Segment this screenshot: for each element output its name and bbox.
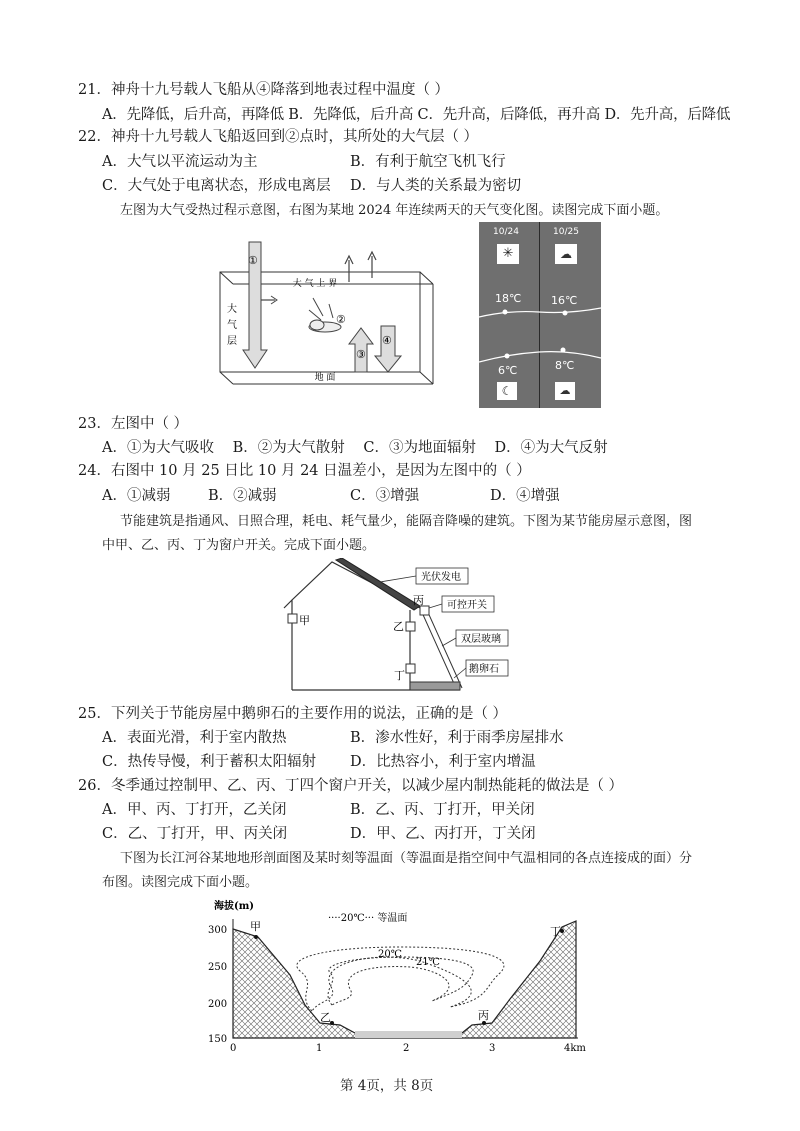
marker-4: ④	[382, 334, 392, 347]
intro-3-line2: 布图。读图完成下面小题。	[102, 875, 259, 890]
label-solar: 光伏发电	[421, 572, 461, 583]
intro-2-line1: 节能建筑是指通风、日照合理，耗电、耗气量少，能隔音降噪的建筑。下图为某节能房屋示意图，图	[120, 514, 693, 529]
day2-date: 10/25	[553, 227, 579, 237]
point-ding: 丁	[550, 925, 561, 938]
q21-stem: 21．神舟十九号载人飞船从④降落到地表过程中温度（ ）	[78, 82, 450, 98]
label-yi: 乙	[393, 620, 404, 633]
q24-option-d: D．④增强	[490, 488, 560, 504]
q25-option-c: C．热传导慢，利于蓄积太阳辐射	[102, 754, 317, 770]
q25-option-d: D．比热容小，利于室内增温	[350, 754, 536, 770]
intro-2-line2: 中甲、乙、丙、丁为窗户开关。完成下面小题。	[102, 538, 376, 553]
q22-option-c: C．大气处于电离状态，形成电离层	[102, 178, 331, 194]
x-tick-1: 1	[316, 1043, 323, 1054]
q25-stem: 25．下列关于节能房屋中鹅卵石的主要作用的说法，正确的是（ ）	[78, 706, 508, 722]
q22-stem: 22．神舟十九号载人飞船返回到②点时，其所处的大气层（ ）	[78, 129, 479, 145]
energy-saving-house-diagram	[280, 558, 510, 698]
iso-label-21: 21℃	[416, 957, 440, 968]
marker-1: ①	[248, 254, 258, 267]
temperature-curves	[479, 222, 601, 408]
day1-low: 6℃	[498, 364, 518, 377]
point-bing: 丙	[478, 1009, 489, 1022]
side-label-3: 层	[227, 336, 237, 347]
label-pebble: 鹅卵石	[469, 664, 499, 675]
point-yi: 乙	[320, 1011, 331, 1024]
legend-isotherm: ····20℃··· 等温面	[328, 913, 408, 924]
day1-date: 10/24	[493, 227, 519, 237]
y-axis-label: 海拔(m)	[214, 901, 255, 912]
label-glass: 双层玻璃	[461, 634, 501, 645]
day2-high: 16℃	[551, 294, 578, 307]
label-ding: 丁	[394, 669, 405, 682]
pebble-layer-icon	[410, 682, 460, 690]
q24-option-c: C．③增强	[350, 488, 420, 504]
window-ding-icon	[406, 664, 415, 673]
q26-stem: 26．冬季通过控制甲、乙、丙、丁四个窗户开关，以减少屋内制热能耗的做法是（ ）	[78, 778, 624, 794]
q21-options: A．先降低，后升高，再降低 B．先降低，后升高 C．先升高，后降低，再升高 D．先升高，后降低	[102, 107, 731, 123]
window-yi-icon	[406, 622, 415, 631]
moon-icon: ☾	[497, 382, 517, 400]
intro-3-line1: 下图为长江河谷某地地形剖面图及某时刻等温面（等温面是指空间中气温相同的各点连接成的面）分	[120, 851, 693, 866]
q22-option-d: D．与人类的关系最为密切	[350, 178, 522, 194]
point-jia: 甲	[250, 920, 261, 933]
q26-option-a: A．甲、丙、丁打开，乙关闭	[102, 802, 287, 818]
ground-label: 地 面	[314, 373, 336, 383]
marker-2: ②	[336, 313, 346, 326]
window-bing-icon	[420, 606, 429, 615]
iso-label-20: 20℃	[378, 949, 402, 960]
label-bing: 丙	[413, 594, 424, 607]
page-footer: 第 4页，共 8页	[340, 1078, 434, 1094]
q22-option-b: B．有利于航空飞机飞行	[350, 154, 506, 170]
y-tick-300: 300	[208, 925, 228, 936]
q26-option-b: B．乙、丙、丁打开，甲关闭	[350, 802, 535, 818]
q26-option-c: C．乙、丁打开，甲、丙关闭	[102, 826, 288, 842]
label-jia: 甲	[299, 614, 310, 627]
intro-1: 左图为大气受热过程示意图，右图为某地 2024 年连续两天的天气变化图。读图完成下面小题。	[120, 203, 669, 218]
q25-option-b: B．渗水性好，利于雨季房屋排水	[350, 730, 564, 746]
day2-low: 8℃	[555, 359, 575, 372]
valley-profile-diagram	[200, 895, 600, 1060]
q25-option-a: A．表面光滑，利于室内散热	[102, 730, 287, 746]
cloudy-night-icon: ☁	[555, 382, 575, 400]
y-tick-250: 250	[208, 962, 228, 973]
solar-panel-icon	[336, 558, 420, 610]
atmosphere-heating-diagram	[205, 232, 445, 402]
y-tick-150: 150	[208, 1034, 228, 1045]
side-label-1: 大	[227, 304, 237, 315]
x-tick-3: 3	[489, 1043, 496, 1054]
q23-options: A．①为大气吸收 B．②为大气散射 C．③为地面辐射 D．④为大气反射	[102, 440, 608, 456]
x-tick-4km: 4km	[564, 1043, 586, 1054]
y-tick-200: 200	[208, 999, 228, 1010]
q24-option-a: A．①减弱	[102, 488, 171, 504]
day1-high: 18℃	[495, 292, 522, 305]
q22-option-a: A．大气以平流运动为主	[102, 154, 258, 170]
upper-boundary-label: 大 气 上 界	[292, 279, 338, 289]
partly-cloudy-icon: ☁	[555, 244, 577, 264]
q23-stem: 23．左图中（ ）	[78, 416, 189, 432]
side-label-2: 气	[227, 320, 237, 331]
q24-option-b: B．②减弱	[208, 488, 277, 504]
sun-icon: ✳	[497, 244, 519, 264]
x-tick-0: 0	[230, 1043, 237, 1054]
window-jia-icon	[288, 614, 297, 623]
marker-3: ③	[356, 348, 366, 361]
x-tick-2: 2	[403, 1043, 410, 1054]
q26-option-d: D．甲、乙、丙打开，丁关闭	[350, 826, 536, 842]
weather-panel	[479, 222, 601, 408]
label-switch: 可控开关	[447, 600, 487, 611]
q24-stem: 24．右图中 10 月 25 日比 10 月 24 日温差小，是因为左图中的（ ）	[78, 463, 531, 479]
